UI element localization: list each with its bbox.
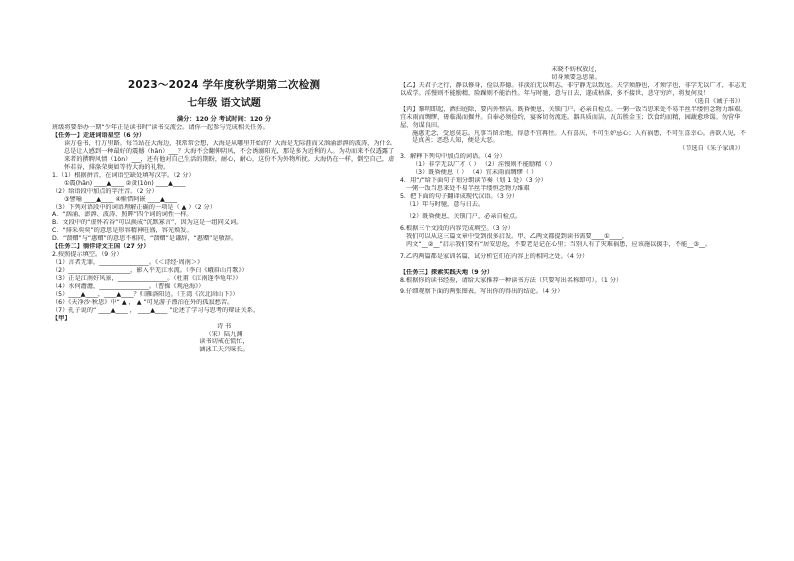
option-d: D．“馈赠”与“惠赠”的意思不相同，“馈赠”是谦辞，“惠赠”是敬辞。 bbox=[52, 235, 238, 243]
question-4: 4．用“/”给下面句子划分朗读节奏（划 1 处）（3 分） bbox=[400, 177, 547, 185]
question-2: 2.按照提示填空。（9 分） bbox=[52, 251, 123, 259]
passage-yi: 【乙】夫君子之行，静以修身，俭以养德。非淡泊无以明志，非宁静无以致远。夫学须静也，才须学也，非学无以广才，非志无以成学。淫慢则不能励精，险躁则不能治性。年与时驰，意与日去，遂成枯落，多不接世，悲守穷庐，将复何及！ bbox=[400, 81, 747, 97]
task-one-heading: 【任务一】走进词语星空（6 分） bbox=[52, 132, 146, 140]
poem-line-1: 读书切戒在慌忙， bbox=[199, 338, 249, 346]
question-3-row-1: （1）非学无以广才（ ） （2）淫慢则不能励精（ ） bbox=[412, 161, 556, 169]
option-a: A．“汹涌、澎湃、波涛、照晖”四个词的词性一样。 bbox=[52, 211, 193, 219]
question-5-item-1: （1）年与时驰，意与日去。 bbox=[406, 200, 485, 208]
poem-author: （宋）陆九渊 bbox=[205, 330, 243, 338]
question-4-sentence: 一粥一饭当思来处不易半丝半缕恒念物力维艰 bbox=[406, 185, 530, 193]
passage-bing: 【丙】黎明即起，洒扫庭除，要内外整洁。既昏便息，关锁门户，必亲自检点。一粥一饭当思来处不易半丝半缕恒念物力维艰。宜未雨而绸缪，毋临渴而掘井。自奉必须俭约，宴客切勿流连。器具质而洁，瓦缶胜金玉；饮食约而精，园蔬愈珍馐。勿营华屋，勿谋良田。 bbox=[400, 105, 747, 129]
option-c: C．“排采奕奕”的意思是形容精神旺盛，容光焕发。 bbox=[52, 227, 193, 235]
passage-one: 读万卷书，行万里路。每当站在大海边，我常常会想，大海是从哪里开始的？大海是无际涯而又汹涌澎湃的波涛，为什么总是让人感到一种最好的震撼（hān）___？大海不会翻伸阴风，不会诱溺阳光，那是多为近利的人。为功而来不仅透露了来者的撰聘风情（1òn）___，还有他对自己生活的期盼，耐心，耐心，这份不为外物所扰。大海仍在一样，倒空自己，虚怀若谷，排涤荣奥如等待大海的礼物。 bbox=[64, 140, 395, 171]
question-6-line-1: 我们可以从这三篇文章中受到很多启发。甲、乙两文都提到读书需要____①____， bbox=[406, 232, 629, 240]
question-1-part-2: （2）给语段中加点的字注音。（2 分） bbox=[52, 187, 158, 195]
fill-6: （6）《天净沙·秋思》中“ ▲ ， ▲ ”可见游子漂泊在外的孤寂愁苦。 bbox=[52, 298, 234, 306]
fill-3: （3）正是江南好风景，________________。（杜甫《江南逢李龟年》） bbox=[52, 274, 242, 282]
question-8: 8.根据你的读书经验，请给大家推荐一种读书方法（只要写出名称即可）。（1 分） bbox=[400, 276, 623, 284]
fill-4: （4）水何澹澹，________________。（曹操《观沧海》） bbox=[52, 282, 205, 290]
exam-title: 2023～2024 学年度秋学期第二次检测 bbox=[127, 79, 321, 91]
poem-line-3: 未晓不妨权放过， bbox=[551, 66, 601, 73]
poem-line-2: 涵泳工夫兴味长。 bbox=[199, 346, 249, 354]
question-1-part-3: （3）下列对语段中的词语理解正确的一项是（ ▲ ）（2 分） bbox=[52, 203, 216, 211]
fill-7: （7）孔子说的“ ____▲____ ， ____▲____ ”论述了学习与思考的辩证关系。 bbox=[52, 306, 260, 314]
question-1-blanks-b: ③譬喻 ____▲____ ④惭惜阿嵌 ____▲____ bbox=[64, 195, 178, 203]
question-6-line-2: 丙文“__②__”启示我们要有“居安思危，不要老是记在心里；当别人有了灾难祸患，应该施以援手，不能__③__。 bbox=[406, 240, 712, 248]
poem-title: 诗 书 bbox=[216, 322, 232, 330]
question-1-blanks-a: ①震(hān) ____▲____ ②贪(1òn) ____▲____ bbox=[64, 179, 186, 187]
intro-text: 班级将要举办一期“少年正是读书时”读书交流会。请你一起参与完成相关任务。 bbox=[52, 124, 269, 132]
passage-bing-source: （节选自《朱子家训》） bbox=[679, 145, 744, 153]
question-7: 7.乙丙两篇都是家训名篇，试分析它们在内容上的相同之处。（4 分） bbox=[400, 252, 589, 260]
question-9: 9.仔细观察下面的两张图表，写出你的得出的结论。（4 分） bbox=[400, 288, 564, 296]
fill-2: （2）____________________，影入平羌江水流。（李白《峨眉山月歌》） bbox=[52, 267, 248, 275]
question-3: 3．解释下列句中加点的词语。（4 分） bbox=[400, 153, 506, 161]
question-5: 5．把下面的句子翻译成现代汉语。（3 分） bbox=[400, 193, 519, 200]
fill-5: （5）____▲____，____▲____？归雁洛阳边。（王湾《次北固山下》） bbox=[52, 290, 239, 298]
passage-bing-2: 施惠无念，受恩莫忘。凡事当留余地，得意不宜再往。人有喜庆，不可生妒忌心；人有祸患，不可生喜幸心。善欲人见，不是真善；恶恐人知，便是大恶。 bbox=[412, 129, 747, 145]
right-column bbox=[400, 0, 752, 296]
task-three-heading: 【任务三】探索实践天地（9 分） bbox=[400, 268, 494, 276]
left-column bbox=[52, 0, 396, 354]
poem-line-4: 切身须要急思量。 bbox=[551, 73, 601, 81]
passage-yi-source: （选自《诫子书》） bbox=[691, 97, 744, 105]
question-1: 1.（1）根据拼音，在词语空缺处填写汉字。（2 分） bbox=[52, 171, 195, 179]
question-3-row-2: （3）既昏便息（ ） （4）宜未雨而绸缪（ ） bbox=[412, 169, 538, 177]
option-b: B．文段中的“虚怀若谷”可以换成“沉默寡言”，因为这是一组同义词。 bbox=[52, 219, 243, 227]
exam-subtitle: 七年级 语文试题 bbox=[187, 98, 261, 110]
exam-meta: 满分：120 分 考试时间：120 分 bbox=[176, 116, 272, 124]
passage-jia-label: 【甲】 bbox=[52, 314, 71, 322]
task-two-heading: 【任务二】徜徉诗文王国（27 分） bbox=[52, 243, 150, 251]
fill-1: （1）言者无罪，________________。《＜诗经·周南＞》 bbox=[52, 259, 204, 267]
question-6: 6.根据三个文段的内容完成填空。（3 分） bbox=[400, 224, 514, 232]
question-5-item-2: （2）既昏便息，关锁门户，必亲自检点。 bbox=[406, 212, 522, 220]
